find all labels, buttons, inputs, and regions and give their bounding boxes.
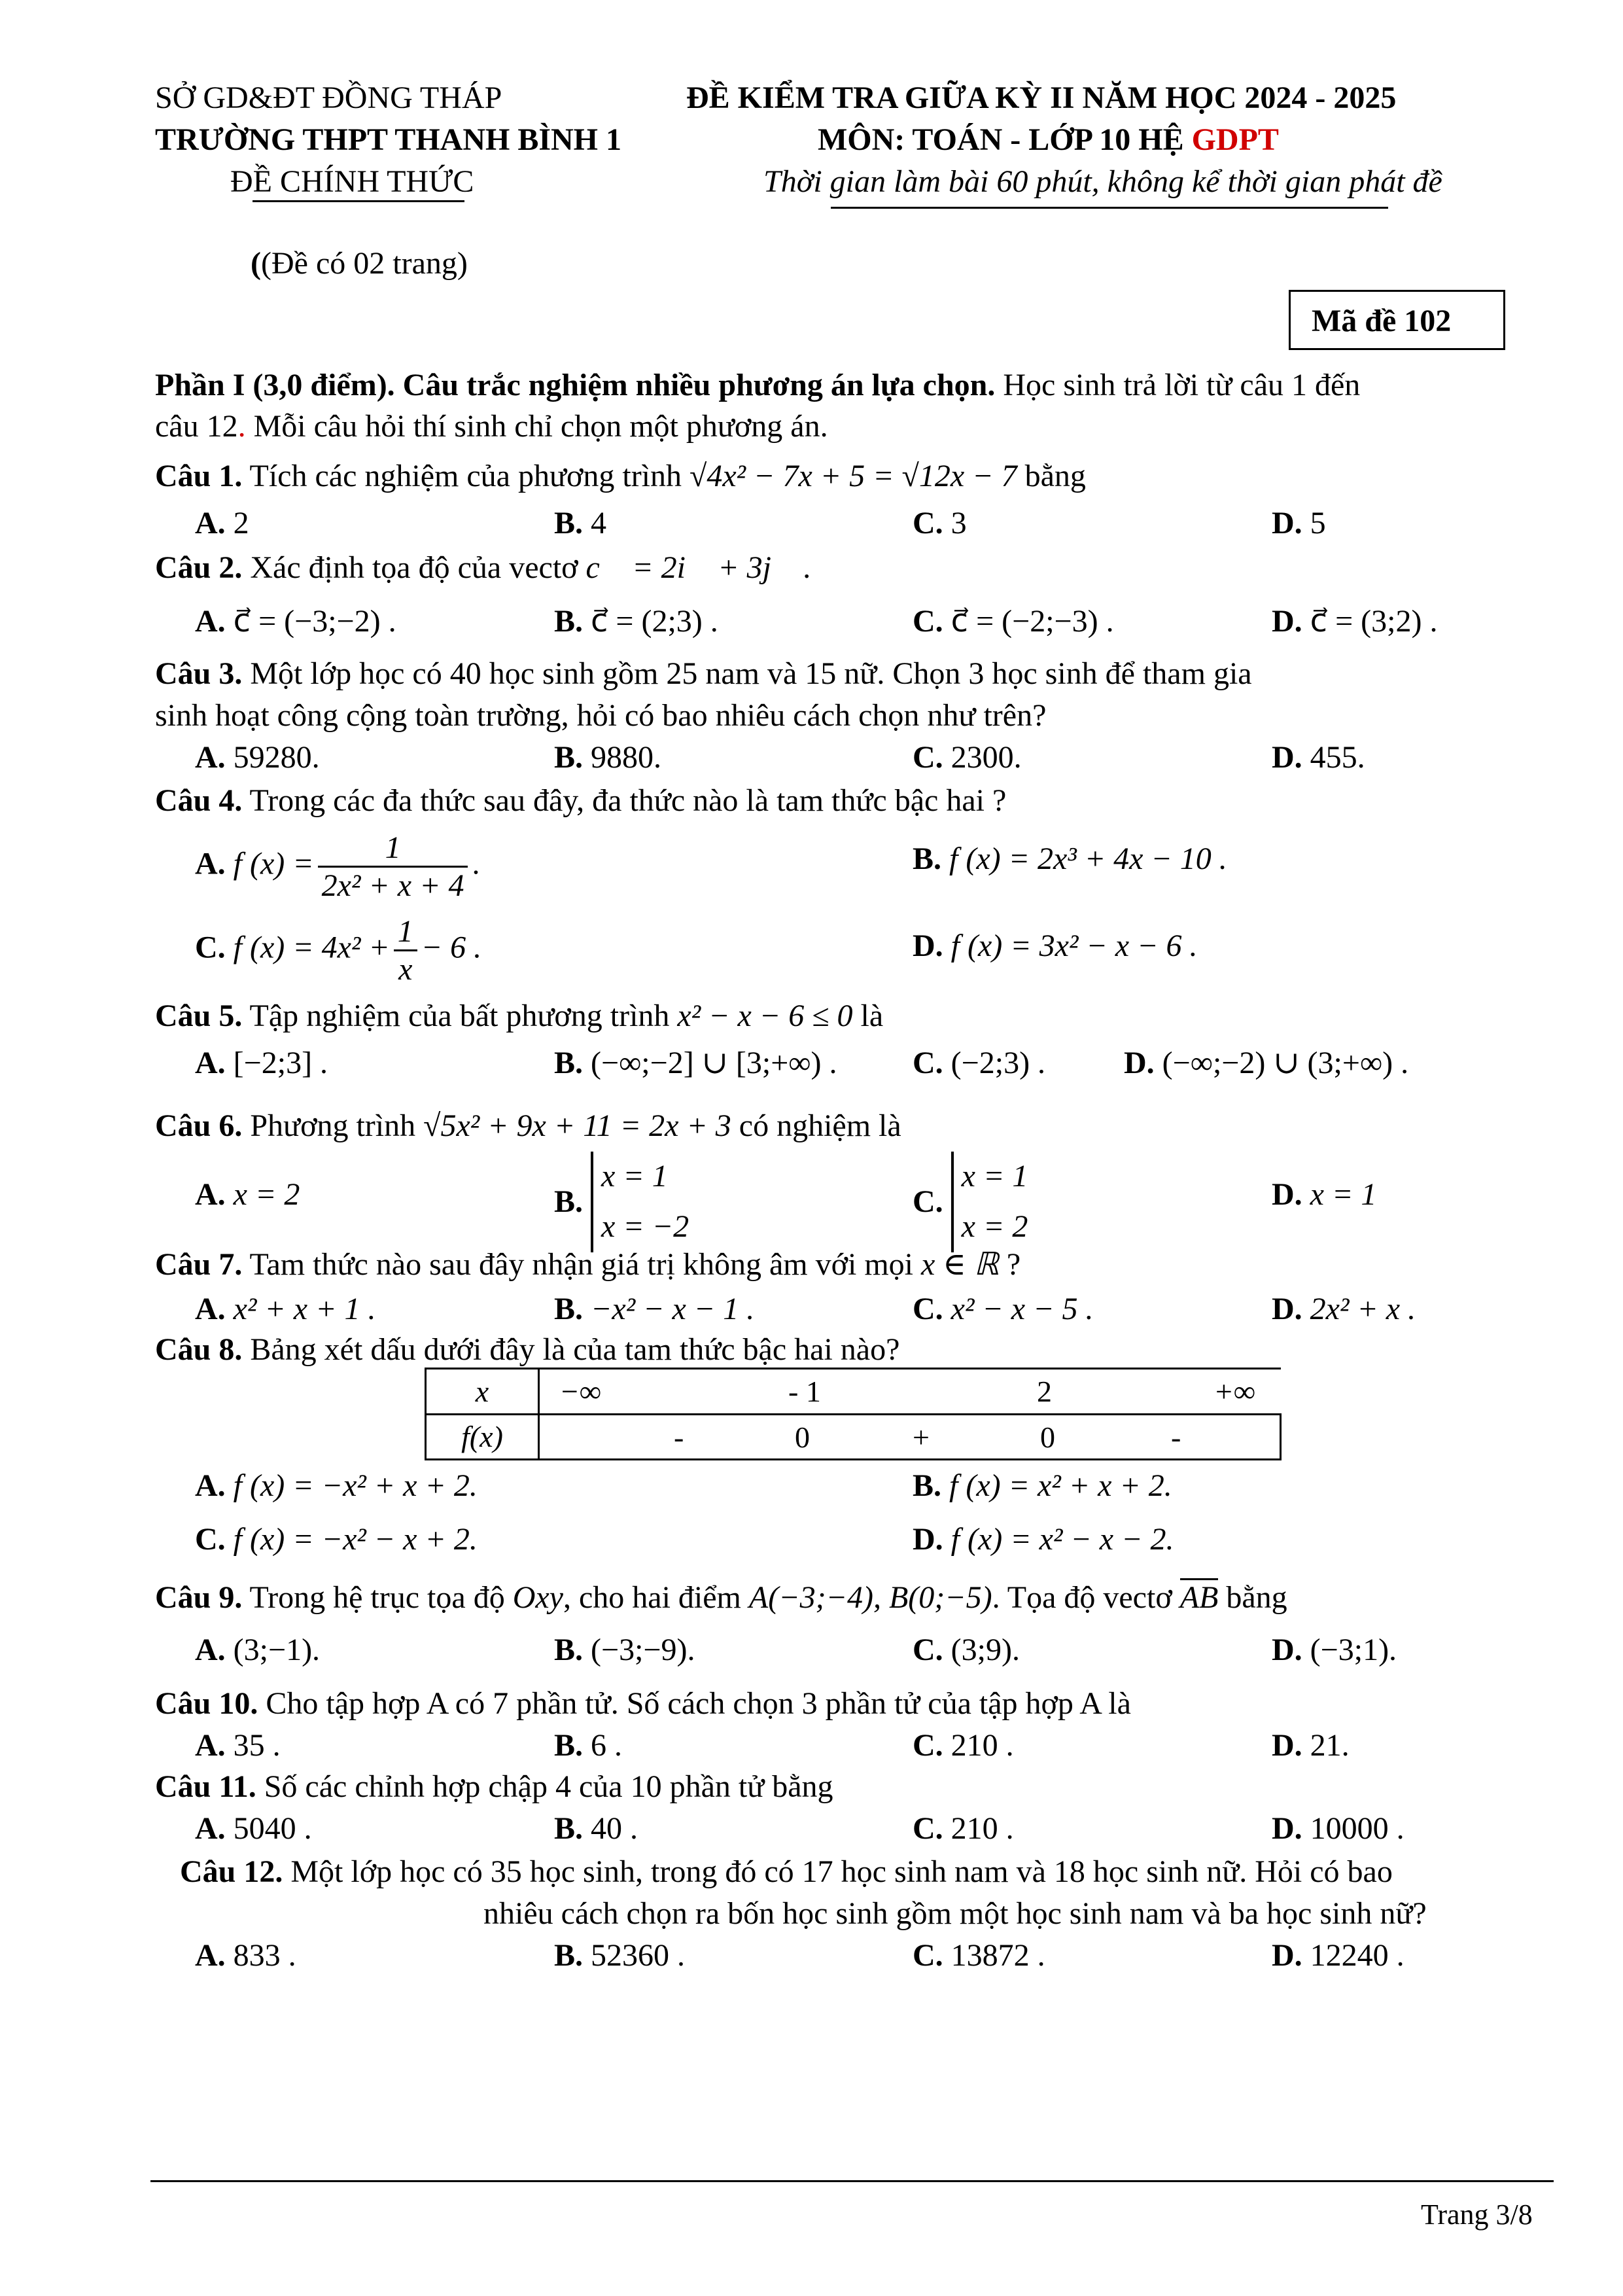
part1-instr1: Học sinh trả lời từ câu 1 đến <box>995 368 1361 402</box>
page-number: Trang 3/8 <box>1421 2199 1533 2231</box>
q6-math: √5x² + 9x + 11 = 2x + 3 <box>423 1108 731 1143</box>
sign-f-1: - <box>674 1420 684 1454</box>
official-label: ĐỀ CHÍNH THỨC <box>230 164 474 199</box>
q2-text: Xác định tọa độ của vectơ <box>250 550 578 585</box>
q8-option-b[interactable]: B. f (x) = x² + x + 2. <box>913 1468 1172 1503</box>
q12-label: Câu 12. <box>180 1854 283 1889</box>
q7-text: Tam thức nào sau đây nhận giá trị không âm với mọi <box>249 1247 913 1282</box>
q12-option-a[interactable]: A. 833 . <box>195 1938 296 1973</box>
school-name: TRƯỜNG THPT THANH BÌNH 1 <box>155 122 622 157</box>
exam-title: ĐỀ KIỂM TRA GIỮA KỲ II NĂM HỌC 2024 - 2025 <box>686 80 1397 115</box>
sign-f-5: - <box>1171 1420 1181 1454</box>
q5-option-b[interactable]: B. (−∞;−2] ∪ [3;+∞) . <box>554 1046 837 1080</box>
part1-instr-line2 <box>155 408 828 444</box>
q11-option-c[interactable]: C. 210 . <box>913 1811 1014 1846</box>
time-underline <box>831 207 1388 209</box>
q1-option-b[interactable]: B. 4 <box>554 506 607 540</box>
q1-option-d[interactable]: D. 5 <box>1272 506 1326 540</box>
question-12 <box>180 1854 1393 1890</box>
q5-option-d[interactable]: D. (−∞;−2) ∪ (3;+∞) . <box>1124 1046 1409 1080</box>
q2-option-b[interactable]: B. c⃗ = (2;3) . <box>554 604 718 639</box>
q1-math: √4x² − 7x + 5 = √12x − 7 <box>689 459 1017 493</box>
q7-option-d[interactable]: D. 2x² + x . <box>1272 1292 1416 1326</box>
part1-title: Phần I (3,0 điểm). Câu trắc nghiệm nhiều phương án lựa chọn. <box>155 368 996 402</box>
q5-tail: là <box>860 998 884 1033</box>
q1-text: Tích các nghiệm của phương trình <box>249 459 682 493</box>
q6-tail: có nghiệm là <box>739 1108 901 1143</box>
question-8 <box>155 1332 899 1368</box>
question-2 <box>155 550 811 586</box>
part1-instr2c: Mỗi câu hỏi thí sinh chỉ chọn một phương án. <box>245 409 828 444</box>
q7-option-c[interactable]: C. x² − x − 5 . <box>913 1292 1094 1326</box>
q4-label: Câu 4. <box>155 783 243 818</box>
q4-option-c[interactable]: C. f (x) = 4x² + $\frac{1}{x}$ − 6 . <box>195 914 482 987</box>
q5-label: Câu 5. <box>155 998 243 1033</box>
q4-text: Trong các đa thức sau đây, đa thức nào là tam thức bậc hai ? <box>249 783 1007 818</box>
q2-math: c⃗ = 2i⃗ + 3j⃗ . <box>585 550 812 585</box>
q2-option-c[interactable]: C. c⃗ = (−2;−3) . <box>913 604 1114 639</box>
question-11 <box>155 1769 833 1805</box>
q9-option-a[interactable]: A. (3;−1). <box>195 1633 321 1667</box>
q3-option-d[interactable]: D. 455. <box>1272 740 1365 775</box>
question-12-line2: nhiêu cách chọn ra bốn học sinh gồm một học sinh nam và ba học sinh nữ? <box>483 1896 1427 1931</box>
exam-code: Mã đề 102 <box>1312 304 1452 338</box>
time-note: Thời gian làm bài 60 phút, không kể thời gian phát đề <box>763 164 1442 199</box>
question-3-line2: sinh hoạt công cộng toàn trường, hỏi có bao nhiêu cách chọn như trên? <box>155 698 1047 733</box>
q2-option-d[interactable]: D. c⃗ = (3;2) . <box>1272 604 1438 639</box>
q12-text: Một lớp học có 35 học sinh, trong đó có 17 học sinh nam và 18 học sinh nữ. Hỏi có bao <box>290 1854 1393 1889</box>
sign-cell-f-values <box>539 1414 1281 1460</box>
pages-note-text: (Đề có 02 trang) <box>260 246 468 281</box>
q7-option-a[interactable]: A. x² + x + 1 . <box>195 1292 376 1326</box>
q8-option-d[interactable]: D. f (x) = x² − x − 2. <box>913 1522 1174 1557</box>
sign-table-row-f <box>426 1414 1281 1460</box>
q12-option-b[interactable]: B. 52360 . <box>554 1938 686 1973</box>
sign-table <box>425 1368 1282 1460</box>
q10-text: Cho tập hợp A có 7 phần tử. Số cách chọn 3 phần tử của tập hợp A là <box>266 1686 1131 1721</box>
q9-vector-ab: AB <box>1180 1578 1219 1615</box>
part1-heading <box>155 367 1360 403</box>
q3-option-a[interactable]: A. 59280. <box>195 740 320 775</box>
q6-option-d[interactable]: D. x = 1 <box>1272 1177 1377 1212</box>
q8-option-c[interactable]: C. f (x) = −x² − x + 2. <box>195 1522 478 1557</box>
sign-f-3: + <box>913 1420 930 1454</box>
q11-option-d[interactable]: D. 10000 . <box>1272 1811 1405 1846</box>
q10-option-b[interactable]: B. 6 . <box>554 1728 623 1763</box>
sign-x-root2: 2 <box>1037 1375 1052 1409</box>
sign-f-2: 0 <box>795 1420 810 1454</box>
sign-x-neg-inf: −∞ <box>559 1375 601 1409</box>
q3-option-c[interactable]: C. 2300. <box>913 740 1022 775</box>
sign-cell-f-label: f(x) <box>426 1414 539 1460</box>
q10-option-c[interactable]: C. 210 . <box>913 1728 1014 1763</box>
q8-text: Bảng xét dấu dưới đây là của tam thức bậc hai nào? <box>250 1332 900 1367</box>
q8-option-a[interactable]: A. f (x) = −x² + x + 2. <box>195 1468 478 1503</box>
q9-option-d[interactable]: D. (−3;1). <box>1272 1633 1397 1667</box>
sign-table-row-x <box>426 1369 1281 1415</box>
q6-option-c[interactable]: C. x = 1 x = 2 <box>913 1152 1028 1252</box>
question-5 <box>155 998 883 1034</box>
question-4 <box>155 783 1006 819</box>
q8-label: Câu 8. <box>155 1332 243 1367</box>
q11-option-a[interactable]: A. 5040 . <box>195 1811 312 1846</box>
q7-option-b[interactable]: B. −x² − x − 1 . <box>554 1292 755 1326</box>
q10-option-d[interactable]: D. 21. <box>1272 1728 1350 1763</box>
q11-option-b[interactable]: B. 40 . <box>554 1811 638 1846</box>
q7-tail: ? <box>1006 1247 1021 1282</box>
q10-option-a[interactable]: A. 35 . <box>195 1728 281 1763</box>
dept-name: SỞ GD&ĐT ĐỒNG THÁP <box>155 80 502 115</box>
q3-label: Câu 3. <box>155 656 243 691</box>
q3-text: Một lớp học có 40 học sinh gồm 25 nam và 15 nữ. Chọn 3 học sinh để tham gia <box>250 656 1252 691</box>
question-3 <box>155 656 1252 692</box>
footer-rule <box>150 2180 1554 2182</box>
q3-option-b[interactable]: B. 9880. <box>554 740 662 775</box>
question-1 <box>155 458 1086 494</box>
q1-label: Câu 1. <box>155 459 243 493</box>
q5-option-c[interactable]: C. (−2;3) . <box>913 1046 1046 1080</box>
q6-label: Câu 6. <box>155 1108 243 1143</box>
subject-line <box>818 122 1279 158</box>
q11-text: Số các chỉnh hợp chập 4 của 10 phần tử bằng <box>264 1769 833 1804</box>
q6-option-b[interactable]: B. x = 1 x = −2 <box>554 1152 689 1252</box>
sign-x-root1: - 1 <box>788 1375 821 1409</box>
part1-instr2b: . <box>237 409 246 444</box>
sign-cell-x-label: x <box>426 1369 539 1415</box>
q2-option-a[interactable]: A. c⃗ = (−3;−2) . <box>195 604 396 639</box>
q9-text: Trong hệ trục tọa độ <box>249 1580 505 1615</box>
q5-option-a[interactable]: A. [−2;3] . <box>195 1046 328 1080</box>
question-6 <box>155 1108 901 1144</box>
q9-option-c[interactable]: C. (3;9). <box>913 1633 1020 1667</box>
q9-tail2: bằng <box>1226 1580 1287 1615</box>
q9-points: A(−3;−4), B(0;−5) <box>748 1580 992 1615</box>
q6-text: Phương trình <box>250 1108 416 1143</box>
q7-label: Câu 7. <box>155 1247 243 1282</box>
q5-math: x² − x − 6 ≤ 0 <box>677 998 853 1033</box>
sign-f-4: 0 <box>1040 1420 1055 1454</box>
pages-note: ((Đề có 02 trang) <box>251 246 468 281</box>
q9-label: Câu 9. <box>155 1580 243 1615</box>
q9-option-b[interactable]: B. (−3;−9). <box>554 1633 695 1667</box>
q1-option-c[interactable]: C. 3 <box>913 506 967 540</box>
q9-tail: . Tọa độ vectơ <box>992 1580 1172 1615</box>
question-9 <box>155 1580 1287 1616</box>
q9-mid: , cho hai điểm <box>563 1580 741 1615</box>
q11-label: Câu 11. <box>155 1769 256 1804</box>
q4-option-d[interactable]: D. f (x) = 3x² − x − 6 . <box>913 928 1198 963</box>
subject-text: MÔN: TOÁN - LỚP 10 HỆ <box>818 122 1192 157</box>
official-underline <box>253 200 464 202</box>
q7-math: x ∈ ℝ <box>921 1247 999 1282</box>
subject-highlight: GDPT <box>1191 122 1279 157</box>
q6-option-a[interactable]: A. x = 2 <box>195 1177 300 1212</box>
q4-option-b[interactable]: B. f (x) = 2x³ + 4x − 10 . <box>913 841 1227 876</box>
q1-tail: bằng <box>1024 459 1086 493</box>
sign-x-pos-inf: +∞ <box>1213 1375 1255 1409</box>
sign-cell-x-values <box>539 1369 1281 1415</box>
q10-label: Câu 10. <box>155 1686 258 1721</box>
question-7 <box>155 1246 1021 1282</box>
part1-instr2a: câu 12 <box>155 409 238 444</box>
q5-text: Tập nghiệm của bất phương trình <box>249 998 670 1033</box>
q2-label: Câu 2. <box>155 550 243 585</box>
q12-option-d[interactable]: D. 12240 . <box>1272 1938 1405 1973</box>
question-10 <box>155 1686 1131 1722</box>
q4-option-a[interactable]: A. f (x) = $\frac{1}{\text{2x² + x + 4}}$ . <box>195 830 480 904</box>
q9-math-oxy: Oxy <box>512 1580 563 1615</box>
q1-option-a[interactable]: A. 2 <box>195 506 249 540</box>
q12-option-c[interactable]: C. 13872 . <box>913 1938 1045 1973</box>
